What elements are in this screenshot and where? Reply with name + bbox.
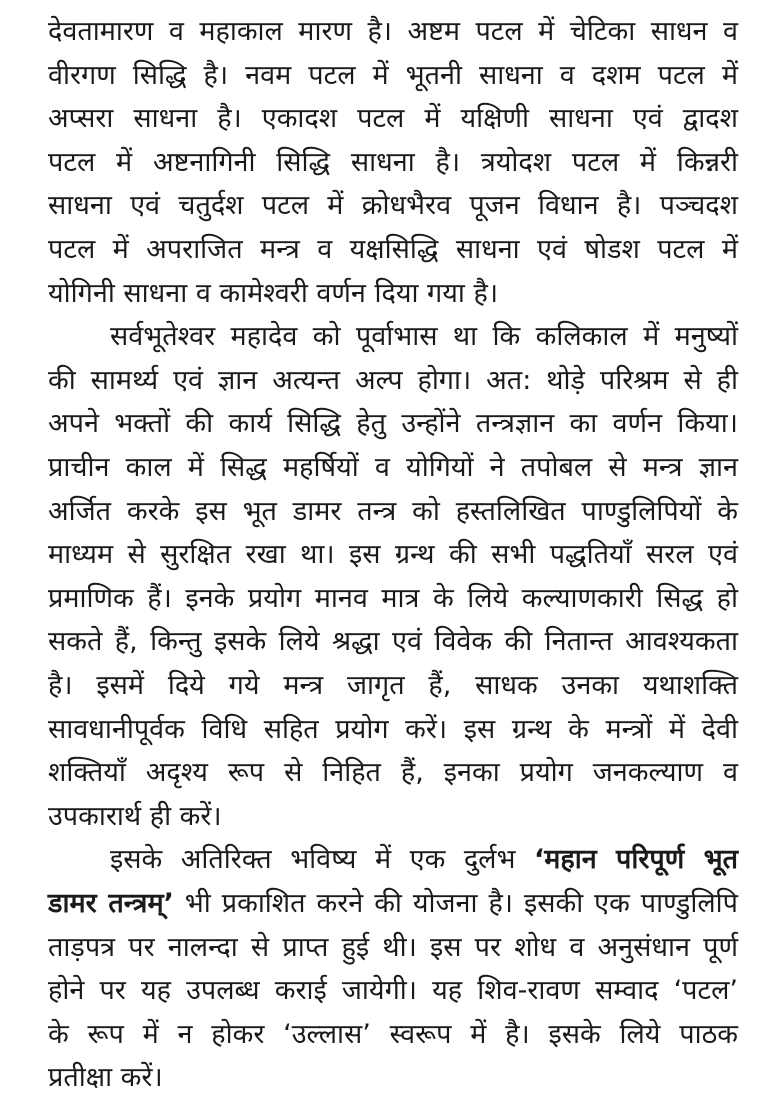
text-line: पटल में अष्टनागिनी सिद्धि साधना है। त्रयोदश पटल में किन्नरी [48, 146, 738, 178]
text-line: देवतामारण व महाकाल मारण है। अष्टम पटल में चेटिका साधन व [48, 16, 738, 47]
text-line [110, 838, 738, 882]
text-line: ताड़पत्र पर नालन्दा से प्राप्त हुई थी। इस पर शोध व अनुसंधान पूर्ण [48, 931, 738, 963]
text-line: प्रतीक्षा करें। [48, 1062, 163, 1094]
text-line: वीरगण सिद्धि है। नवम पटल में भूतनी साधना व दशम पटल में [48, 59, 738, 91]
text-line: है। इसमें दिये गये मन्त्र जागृत हैं, साधक उनका यथाशक्ति [48, 670, 738, 701]
text-line: के रूप में न होकर ‘उल्लास’ स्वरूप में है। इसके लिये पाठक [48, 1018, 738, 1050]
text-line: सावधानीपूर्वक विधि सहित प्रयोग करें। इस ग्रन्थ के मन्त्रों में देवी [48, 713, 738, 745]
text-line [48, 882, 738, 926]
text-line: सकते हैं, किन्तु इसके लिये श्रद्धा एवं विवेक की नितान्त आवश्यकता [48, 626, 738, 658]
text-line: की सामर्थ्य एवं ज्ञान अत्यन्त अल्प होगा। अत: थोड़े परिश्रम से ही [48, 364, 738, 396]
text-line: अप्सरा साधना है। एकादश पटल में यक्षिणी साधना एवं द्वादश [48, 103, 738, 135]
text-line: पटल में अपराजित मन्त्र व यक्षसिद्धि साधना एवं षोडश पटल में [48, 234, 738, 265]
text-line: सर्वभूतेश्वर महादेव को पूर्वाभास था कि कलिकाल में मनुष्यों [110, 321, 738, 353]
text-line: साधना एवं चतुर्दश पटल में क्रोधभैरव पूजन विधान है। पञ्चदश [48, 190, 738, 222]
book-title-emphasis: डामर तन्त्रम्’ [48, 888, 174, 919]
text-run: भी प्रकाशित करने की योजना है। इसकी एक पाण्डुलिपि [173, 888, 738, 919]
book-title-emphasis: ‘महान परिपूर्ण भूत [533, 844, 738, 876]
text-line: प्राचीन काल में सिद्ध महर्षियों व योगियों ने तपोबल से मन्त्र ज्ञान [48, 452, 738, 483]
text-line: होने पर यह उपलब्ध कराई जायेगी। यह शिव-रावण सम्वाद ‘पटल’ [48, 975, 738, 1007]
text-line: उपकारार्थ ही करें। [48, 800, 222, 832]
text-line: अर्जित करके इस भूत डामर तन्त्र को हस्तलिखित पाण्डुलिपियों के [48, 495, 738, 527]
text-line: योगिनी साधना व कामेश्वरी वर्णन दिया गया है। [48, 277, 499, 309]
text-line: अपने भक्तों की कार्य सिद्धि हेतु उन्होंने तन्त्रज्ञान का वर्णन किया। [48, 408, 738, 440]
text-line: माध्यम से सुरक्षित रखा था। इस ग्रन्थ की सभी पद्धतियाँ सरल एवं [48, 539, 738, 571]
text-line: शक्तियाँ अदृश्य रूप से निहित हैं, इनका प्रयोग जनकल्याण व [48, 757, 738, 789]
text-run: इसके अतिरिक्त भविष्य में एक दुर्लभ [110, 844, 534, 876]
text-line: प्रमाणिक हैं। इनके प्रयोग मानव मात्र के लिये कल्याणकारी सिद्ध हो [48, 582, 738, 614]
